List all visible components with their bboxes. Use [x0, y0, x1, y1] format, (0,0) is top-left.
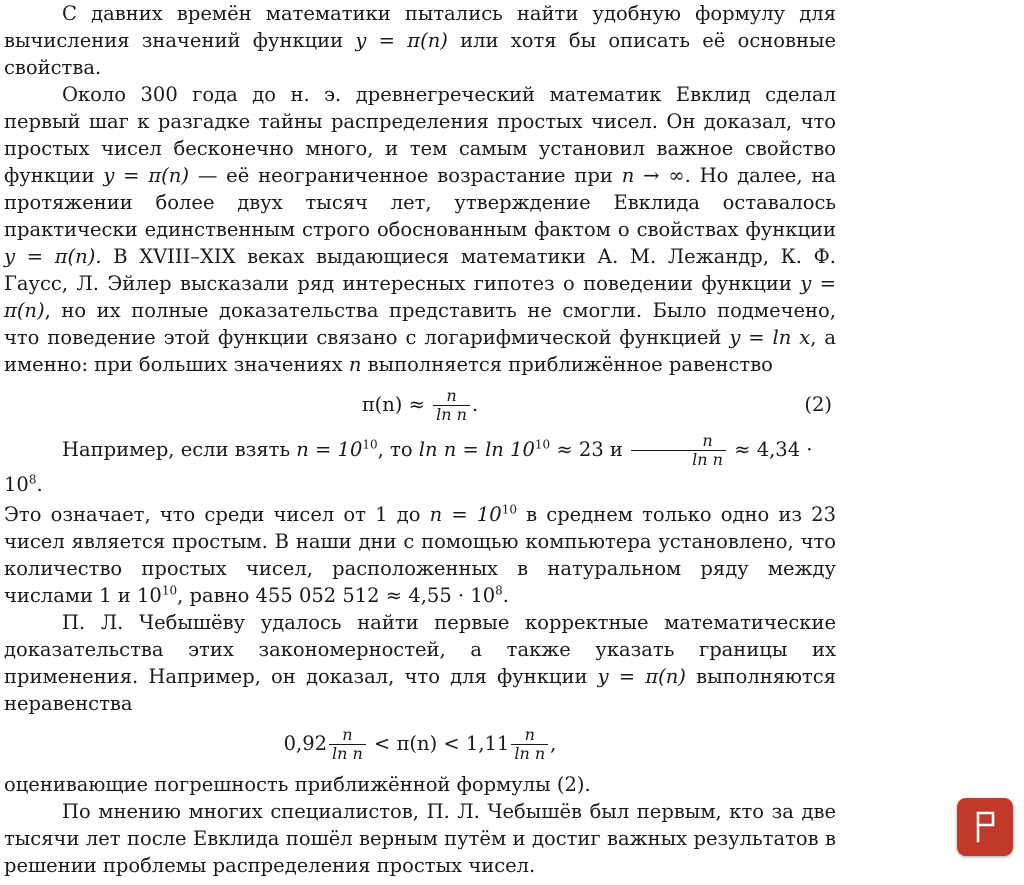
exponent: 10: [501, 502, 517, 517]
text: .: [502, 584, 509, 607]
formula-2-period: .: [471, 393, 479, 416]
math-ln-n: ln n = ln 10: [418, 438, 535, 461]
math-n-equals: n = 10: [296, 438, 363, 461]
text: или хотя бы описать её основные свойства.: [4, 29, 837, 79]
text: и: [603, 438, 630, 461]
fraction-n-over-ln-n: [329, 726, 366, 763]
fraction-numerator: n: [702, 431, 713, 450]
math-approx-value: ≈ 4,34 · 10: [4, 438, 813, 496]
math-ten: 10: [137, 584, 162, 607]
paragraph-error-estimate: [4, 771, 836, 798]
fraction-denominator: ln n: [433, 405, 470, 424]
text: , равно: [177, 584, 256, 607]
math-y-pi-n: y = π(n): [103, 164, 189, 187]
text: ,: [550, 732, 557, 755]
inequality-expression: [284, 717, 557, 771]
text: Например, если взять: [62, 438, 297, 461]
fraction-numerator: n: [524, 725, 535, 744]
text: Около 300 года до н. э. древнегреческий математик Евклид сделал первый шаг к разгадке тайны распределения простых чисел. Он доказал, что простых чисел бесконечно много, и тем самым установил важное свойство функции: [4, 83, 836, 187]
text: выполняются неравенства: [4, 665, 837, 715]
paragraph-euclid: [4, 81, 836, 378]
exponent: 10: [161, 583, 178, 598]
text: . Но далее, на протяжении более двух тысяч лет, утверждение Евклида оставалось практически единственным строго обоснованным фактом о свойствах функции: [4, 164, 837, 241]
text: , но их полные доказательства представить не смогли. Было подмечено, что поведение этой функции связано с логарифмической функцией: [4, 299, 836, 349]
fraction-n-over-ln-n: [631, 432, 726, 469]
exponent: 10: [362, 437, 378, 452]
formula-2-equation: [362, 378, 478, 432]
math-n-to-infinity: n → ∞: [621, 164, 685, 187]
fraction-denominator: ln n: [511, 744, 548, 763]
paragraph-chebyshev: [4, 609, 836, 717]
text: , а именно: при больших значениях: [4, 326, 836, 376]
math-y-pi-n: y = π(n): [597, 665, 686, 688]
example-line: [4, 432, 836, 501]
flag-icon: [970, 810, 1000, 844]
fraction-n-over-ln-n: [433, 387, 470, 424]
formula-2-lhs: π(n) ≈: [361, 393, 425, 416]
text: Это означает, что среди чисел от 1 до: [4, 503, 430, 526]
text: П. Л. Чебышёву удалось найти первые корректные математические доказательства этих закономерностей, а также указать границы их применения. Например, он доказал, что для функции: [4, 611, 836, 688]
inequality-left-coef: 0,92: [283, 732, 328, 755]
paragraph-conclusion: [4, 798, 836, 879]
math-y-ln-x: y = ln x: [729, 326, 811, 349]
text: С давних времён математики пытались найти удобную формулу для вычисления значений функции: [4, 2, 836, 52]
fraction-denominator: ln n: [631, 450, 726, 469]
math-n: n: [348, 353, 362, 376]
text: — её неограниченное возрастание при: [188, 164, 622, 187]
fraction-n-over-ln-n: [511, 726, 548, 763]
paragraph-intro: [4, 0, 836, 81]
math-n-equals: n = 10: [429, 503, 502, 526]
exponent: 10: [534, 437, 551, 452]
text: . В XVIII–XIX веках выдающиеся математики А. М. Лежандр, К. Ф. Гаусс, Л. Эйлер высказали ряд интересных гипотез о поведении функции: [4, 245, 836, 295]
text: , то: [377, 438, 419, 461]
text: выполняется приближённое равенство: [361, 353, 773, 376]
text: оценивающие погрешность приближённой формулы (2).: [4, 773, 591, 796]
chebyshev-inequality: [4, 717, 836, 771]
inequality-middle: < π(n) < 1,11: [367, 732, 510, 755]
exponent: 8: [495, 583, 503, 598]
math-prime-count: 455 052 512 ≈ 4,55 · 10: [255, 584, 496, 607]
formula-2: [4, 378, 836, 432]
fraction-numerator: n: [446, 386, 457, 405]
text: По мнению многих специалистов, П. Л. Чебышёв был первым, кто за две тысячи лет после Евклида пошёл верным путём и достиг важных результатов в решении проблемы распределения простых чисел.: [4, 800, 836, 877]
paragraph-meaning: [4, 501, 836, 609]
flag-button[interactable]: [957, 798, 1013, 856]
formula-2-number: (2): [804, 393, 832, 416]
math-approx-23: ≈ 23: [550, 438, 604, 461]
math-y-pi-n: y = π(n): [4, 245, 96, 268]
text: .: [36, 473, 43, 496]
math-y-pi-n: y = π(n): [355, 29, 448, 52]
math-y-pi-n: y = π(n): [4, 272, 836, 322]
fraction-numerator: n: [342, 725, 353, 744]
fraction-denominator: ln n: [329, 744, 366, 763]
exponent: 8: [28, 472, 37, 487]
text: в среднем только одно из 23 чисел является простым. В наши дни с помощью компьютера установлено, что количество простых чисел, расположенных в натуральном ряду между числами 1 и: [4, 503, 836, 607]
